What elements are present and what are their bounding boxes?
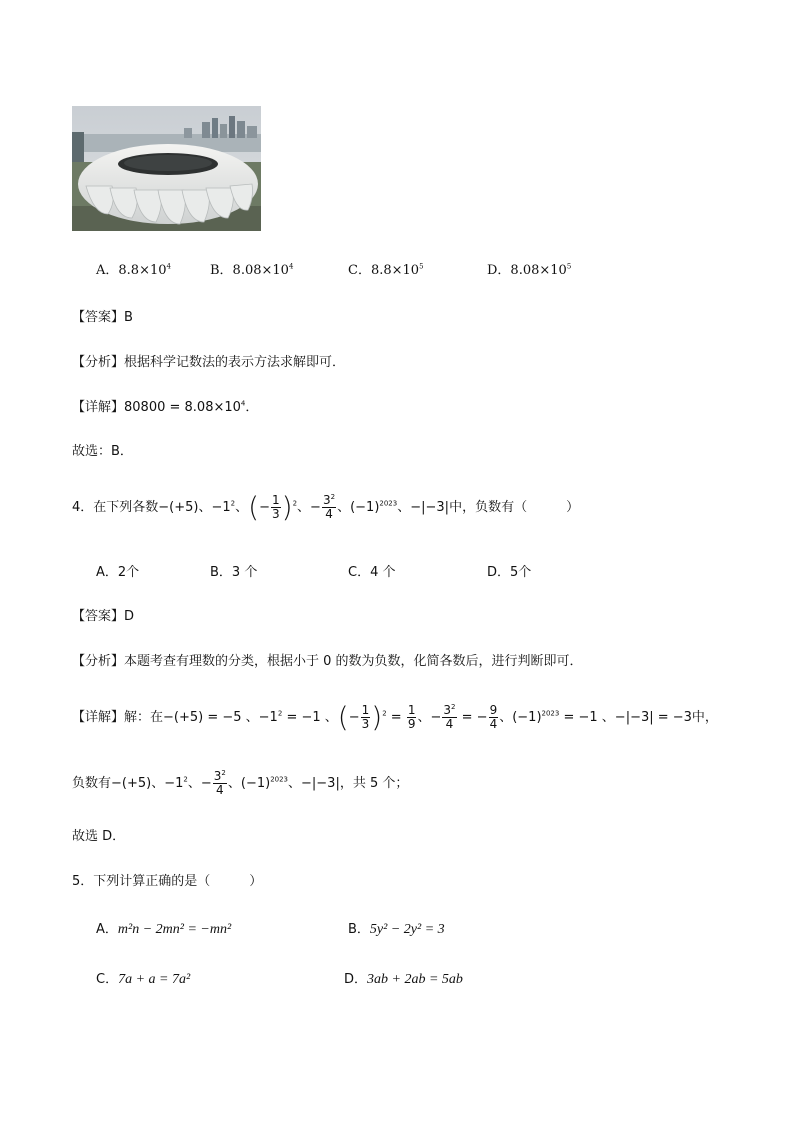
q3-conclusion: 故选：B． [72,444,133,459]
q4-stem: 4．在下列各数−(+5)、$-1^2$、(− $\frac{1}{3}$ )$^2$、− $\frac{3^2}{4}$ 、$(-1)^{2023}$、−|−3|中，负数有（ ） [72,490,580,524]
q4-negative-list: 负数有−(+5)、$-1^2$、− $\frac{3^2}{4}$ 、$(-1)^{2023}$、−|−3|，共 5 个； [72,769,409,797]
q3-analysis: 【分析】根据科学记数法的表示方法求解即可． [72,355,346,370]
q5-stem: 5．下列计算正确的是（ ） [72,874,263,889]
q4-option-d: D．5个 [487,565,532,580]
q3-detail: 【详解】$80800 = 8.08\times 10^4$． [72,399,259,415]
q4-detail: 【详解】解：在−(+5) = −5 、$-1^2 = -1$ 、(− $\frac{1}{3}$ )$^2$ = $\frac{1}{9}$ 、− $\frac{3^2}{4}$ = − $\frac{9}{4}$ 、$(-1)^{2023} = -1$ 、−|−3| = −3中， [72,700,718,734]
q4-option-c: C．4 个 [348,565,396,580]
q3-option-d: D．$8.08\times 10^5$ [487,262,572,278]
q4-detail-fraction-1-3: $\frac{1}{3}$ [361,703,370,731]
q5-option-d: D．3ab + 2ab = 5ab [344,972,463,987]
q4-answer: 【答案】D [72,609,135,624]
q3-option-b: B．$8.08\times 10^4$ [210,262,294,278]
q3-answer: 【答案】B [72,310,133,325]
q3-option-c: C．$8.8\times 10^5$ [348,262,424,278]
q5-option-b: B．5y² − 2y² = 3 [348,922,445,937]
q4-fraction-1-3: $\frac{1}{3}$ [271,493,280,521]
stadium-photo [72,106,261,231]
q4-detail-fraction-1-9: $\frac{1}{9}$ [407,703,416,731]
q4-neg-fraction-3sq-4: $\frac{3^2}{4}$ [213,769,226,797]
q4-analysis: 【分析】本题考查有理数的分类，根据小于 0 的数为负数，化简各数后，进行判断即可． [72,654,583,669]
q4-conclusion: 故选 D． [72,829,126,844]
q3-option-a: A．$8.8\times 10^4$ [96,262,171,278]
q5-option-c: C．7a + a = 7a² [96,972,191,987]
q4-option-a: A．2个 [96,565,140,580]
q4-option-b: B．3 个 [210,565,258,580]
q4-detail-fraction-3sq-4: $\frac{3^2}{4}$ [443,703,456,731]
q4-detail-fraction-9-4: $\frac{9}{4}$ [489,703,498,731]
q4-fraction-3sq-4: $\frac{3^2}{4}$ [322,493,336,521]
q5-option-a: A．m²n − 2mn² = −mn² [96,922,232,937]
